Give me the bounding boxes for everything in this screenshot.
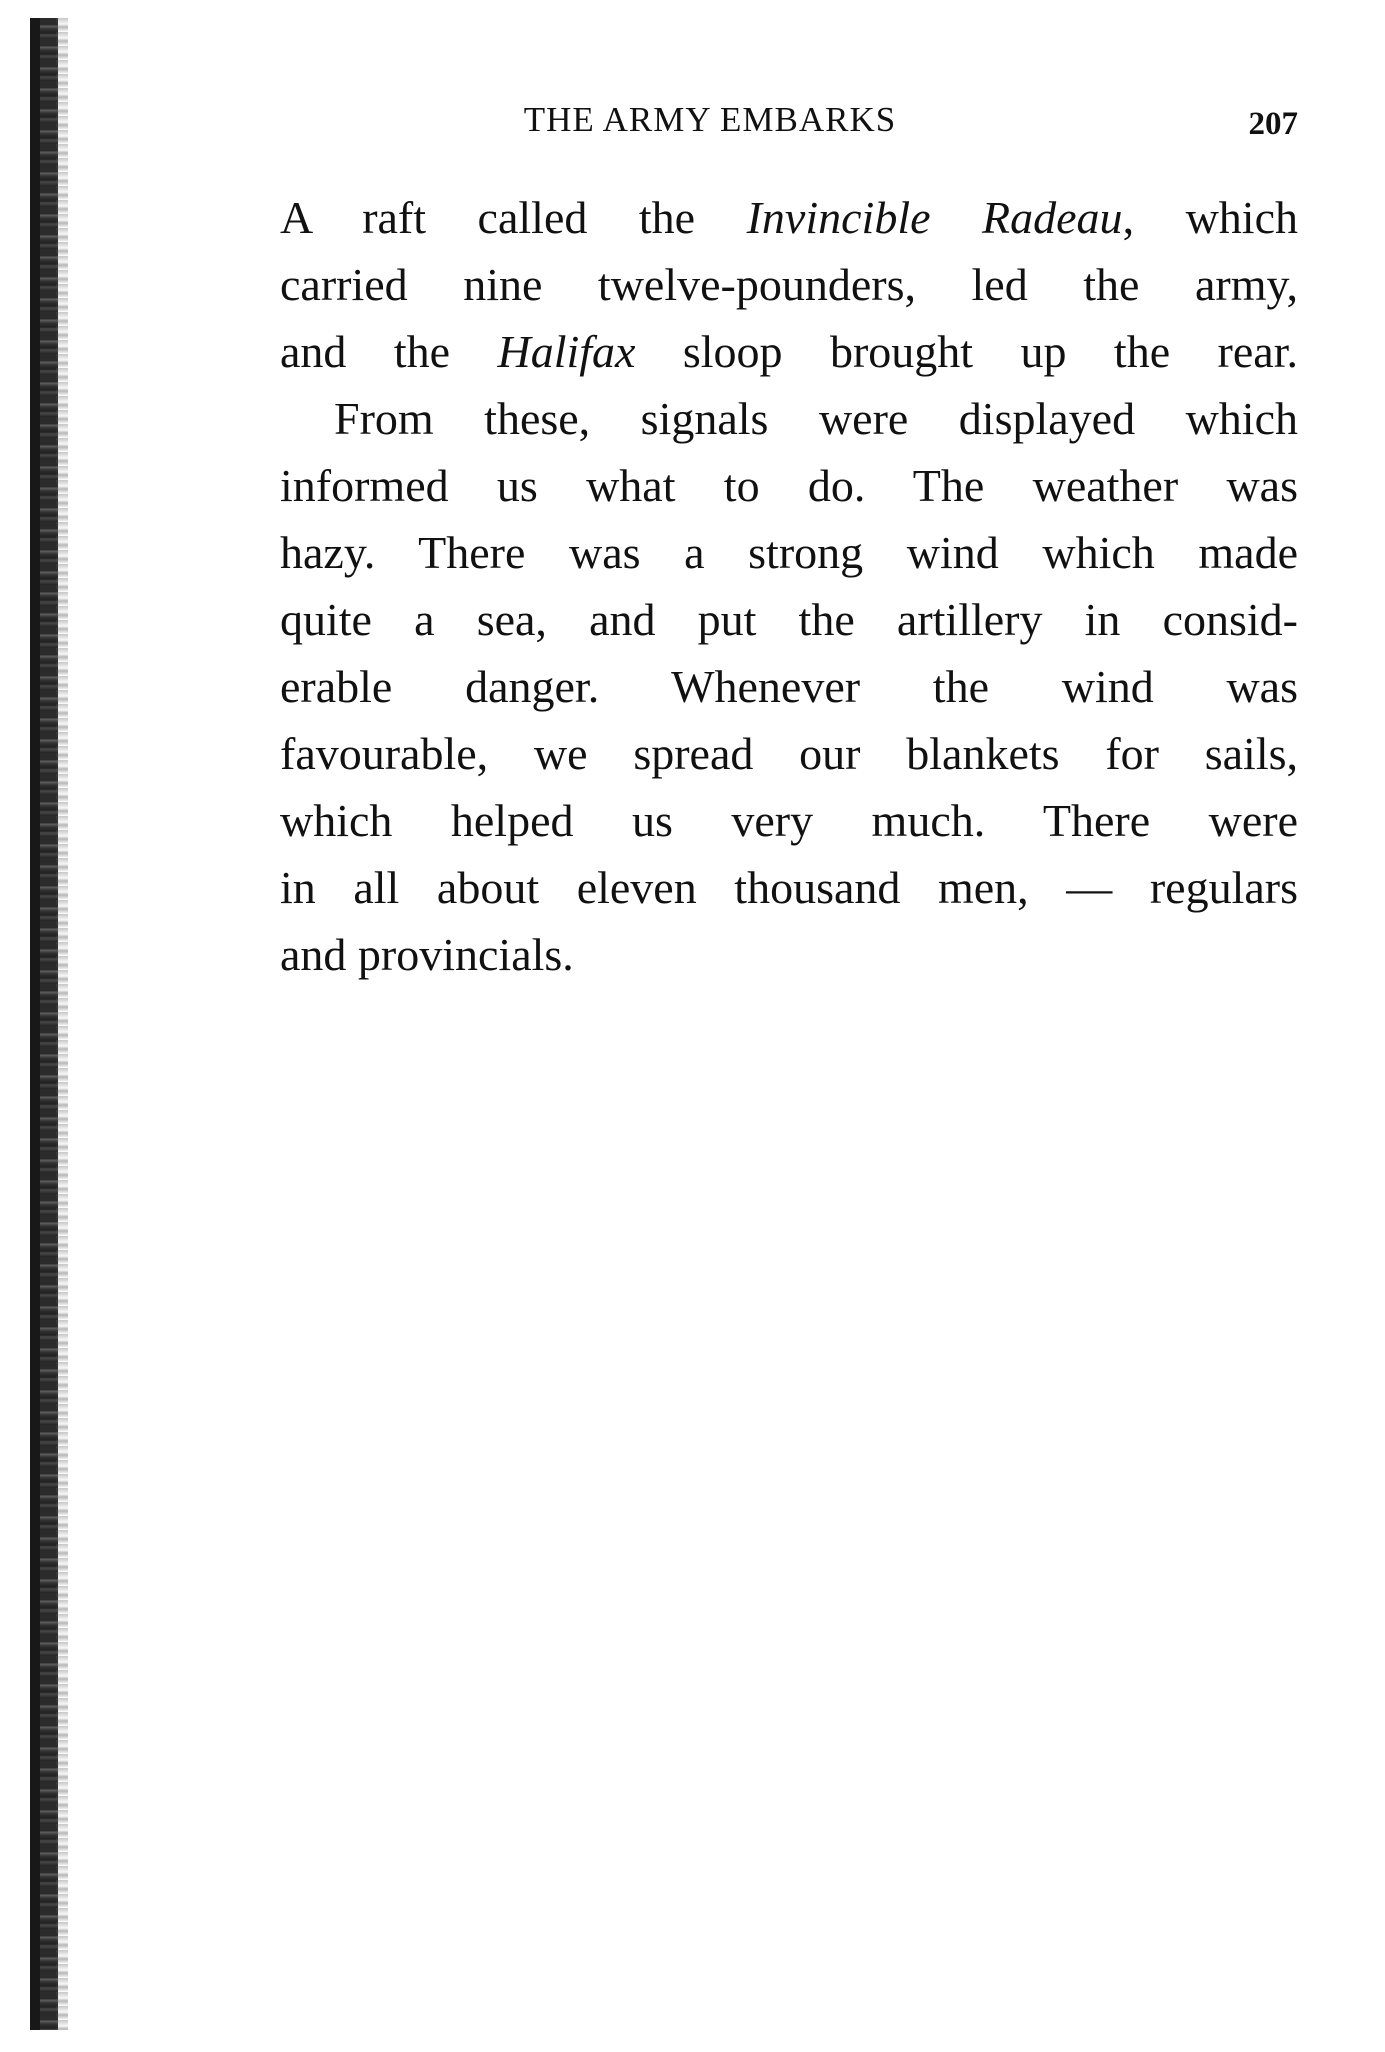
ship-name-italic: Invincible Radeau — [746, 192, 1123, 243]
text-line: quite a sea, and put the artillery in consid- — [280, 594, 1298, 645]
text-line: and the Halifax sloop brought up the rear. — [280, 326, 1298, 377]
text-line: informed us what to do. The weather was — [280, 460, 1298, 511]
text-line: A raft called the Invincible Radeau, which — [280, 192, 1298, 243]
text-line: which helped us very much. There were — [280, 795, 1298, 846]
text-line: From these, signals were displayed which — [334, 393, 1298, 444]
page-number: 207 — [1248, 106, 1298, 142]
text-line: in all about eleven thousand men, — regulars — [280, 862, 1298, 913]
ship-name-italic: Halifax — [497, 326, 636, 377]
text-line: favourable, we spread our blankets for sails, — [280, 728, 1298, 779]
running-title: THE ARMY EMBARKS — [523, 100, 897, 139]
body-text — [280, 184, 1298, 988]
text-line: and provincials. — [280, 929, 574, 980]
text-line: erable danger. Whenever the wind was — [280, 661, 1298, 712]
text-line: carried nine twelve-pounders, led the army, — [280, 259, 1298, 310]
text-line: hazy. There was a strong wind which made — [280, 527, 1298, 578]
running-head — [280, 98, 1320, 142]
book-spine-shadow — [30, 18, 58, 2030]
